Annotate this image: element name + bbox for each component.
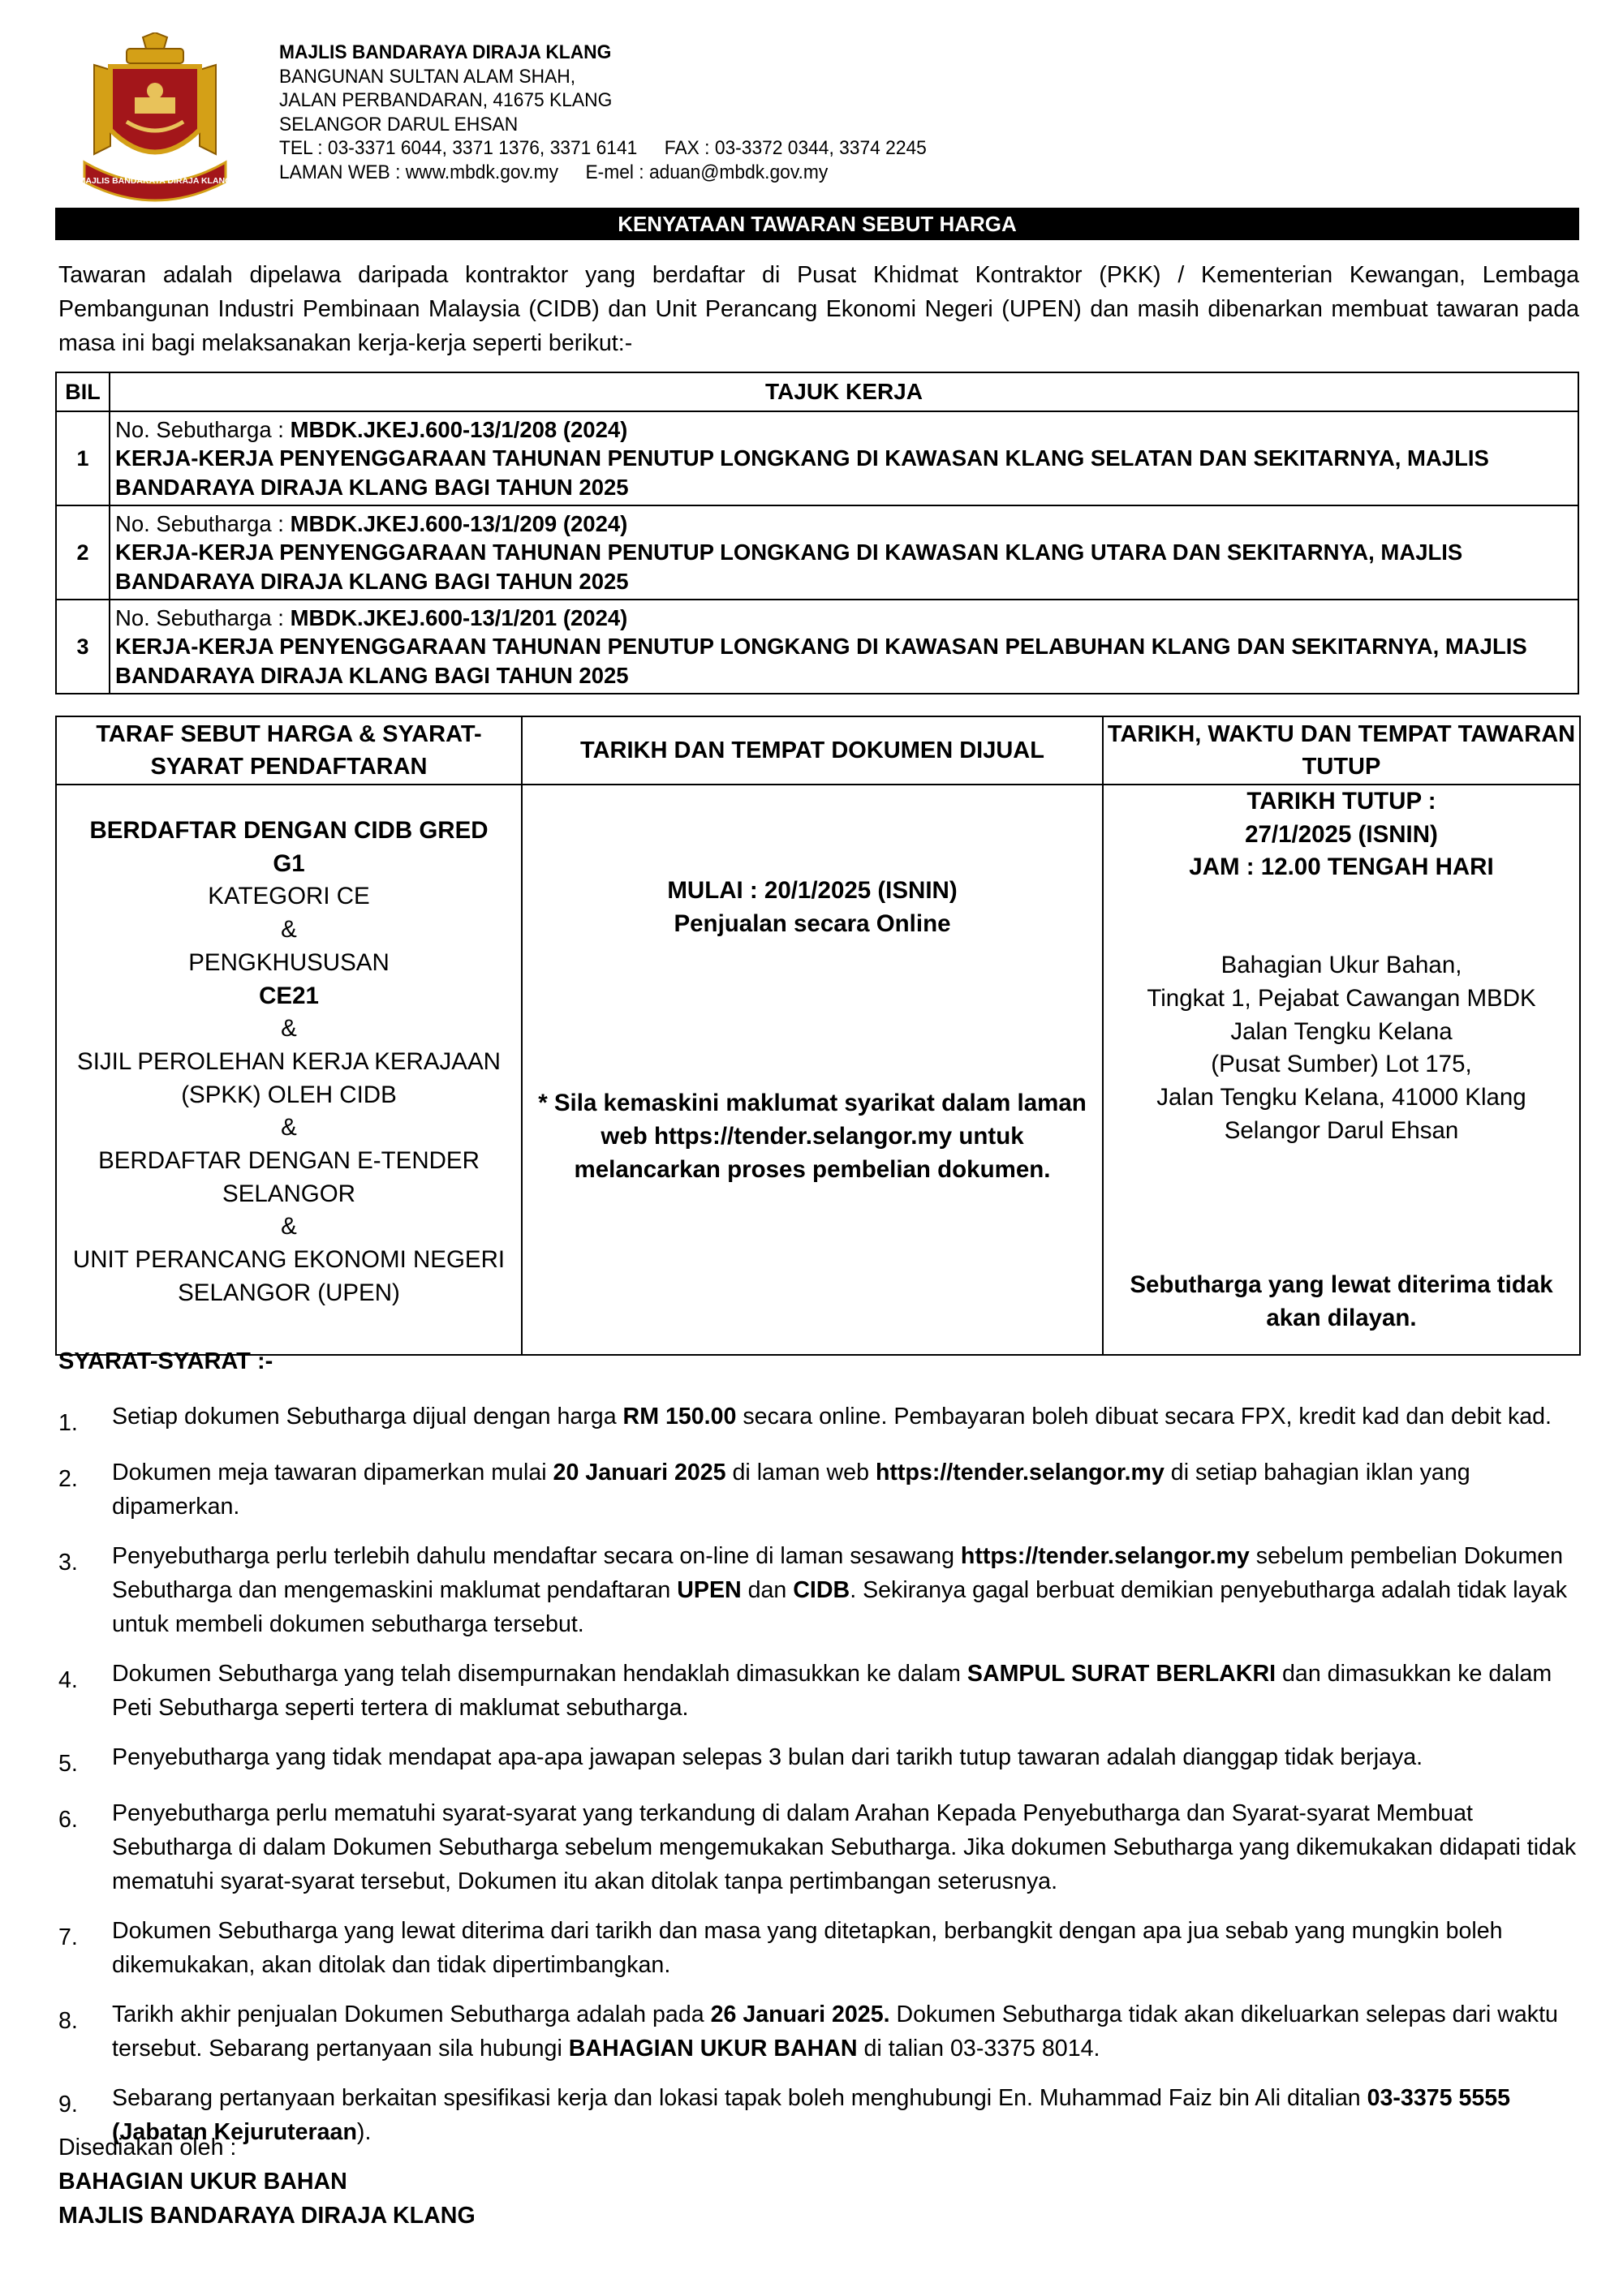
bil-header: BIL <box>56 372 110 411</box>
closing-address-line: Jalan Tengku Kelana <box>1230 1017 1453 1045</box>
closing-header: TARIKH, WAKTU DAN TEMPAT TAWARAN TUTUP <box>1103 716 1580 785</box>
ampersand: & <box>281 1114 297 1142</box>
fax: FAX : 03-3372 0344, 3374 2245 <box>664 137 927 160</box>
address-line-3: SELANGOR DARUL EHSAN <box>279 113 519 135</box>
condition-item <box>58 1740 1579 1781</box>
condition-text-run: di talian 03-3375 8014. <box>857 2036 1100 2062</box>
sale-header: TARIKH DAN TEMPAT DOKUMEN DIJUAL <box>522 716 1103 785</box>
mbdk-crest-icon <box>78 32 232 203</box>
tel: TEL : 03-3371 6044, 3371 1376, 3371 6141 <box>279 137 638 160</box>
condition-text-run: Penyebutharga perlu mematuhi syarat-syarat yang terkandung di dalam Arahan Kepada Penyebutharga dan Syarat-syarat Membuat Sebutharga di dalam Dokumen Sebutharga sebelum mengemukakan Sebutharga. Jika dokumen Sebutharga yang dikemukakan didapati tidak mematuhi syarat-syarat tersebut, Dokumen itu akan ditolak tanpa pertimbangan seterusnya. <box>112 1800 1577 1894</box>
row-number: 2 <box>56 505 110 600</box>
condition-text-run: Tarikh akhir penjualan Dokumen Sebutharga adalah pada <box>112 2001 711 2027</box>
condition-text-run: dan dimasukkan ke dalam Peti Sebutharga seperti tertera di maklumat sebutharga. <box>112 1661 1552 1721</box>
condition-text-bold: https://tender.selangor.my <box>960 1543 1250 1569</box>
website-link[interactable]: LAMAN WEB : www.mbdk.gov.my <box>279 161 558 183</box>
job-title: KERJA-KERJA PENYENGGARAAN TAHUNAN PENUTUP LONGKANG DI KAWASAN KLANG SELATAN DAN SEKITARNYA, MAJLIS BANDARAYA DIRAJA KLANG BAGI TAHUN 2025 <box>115 445 1489 500</box>
reg-etender: BERDAFTAR DENGAN E-TENDER <box>98 1147 480 1175</box>
ref-number: MBDK.JKEJ.600-13/1/201 (2024) <box>290 604 628 630</box>
condition-number: 4. <box>58 1667 78 1693</box>
condition-number: 3. <box>58 1550 78 1576</box>
reg-etender-state: SELANGOR <box>222 1180 355 1207</box>
condition-text <box>112 1796 1579 1898</box>
ampersand: & <box>281 1213 297 1240</box>
condition-text-run: . Sekiranya gagal berbuat demikian penyebutharga adalah tidak layak untuk membeli dokumen sebutharga tersebut. <box>112 1577 1568 1637</box>
condition-text-bold: SAMPUL SURAT BERLAKRI <box>966 1661 1276 1687</box>
condition-number: 5. <box>58 1751 78 1777</box>
condition-text-bold: BAHAGIAN UKUR BAHAN <box>568 2036 858 2062</box>
ampersand: & <box>281 1015 297 1043</box>
prepared-by-org: MAJLIS BANDARAYA DIRAJA KLANG <box>58 2203 476 2229</box>
row-number: 3 <box>56 600 110 694</box>
job-cell <box>110 600 1578 694</box>
condition-number: 8. <box>58 2008 78 2034</box>
condition-text-run: Dokumen Sebutharga tidak akan dikeluarkan selepas dari waktu tersebut. Sebarang pertanyaan sila hubungi <box>112 2001 1558 2062</box>
reg-spkk: SIJIL PEROLEHAN KERJA KERAJAAN <box>77 1047 501 1075</box>
condition-text-run: Setiap dokumen Sebutharga dijual dengan harga <box>112 1404 623 1430</box>
sale-start-date: MULAI : 20/1/2025 (ISNIN) <box>667 877 958 904</box>
closing-date-label: TARIKH TUTUP : <box>1246 788 1436 815</box>
notice-title-banner: KENYATAAN TAWARAN SEBUT HARGA <box>55 208 1579 240</box>
intro-paragraph: Tawaran adalah dipelawa daripada kontraktor yang berdaftar di Pusat Khidmat Kontraktor (PKK) / Kementerian Kewangan, Lembaga Pembangunan Industri Pembinaan Malaysia (CIDB) dan Unit Perancang Ekonomi Negeri (UPEN) dan masih dibenarkan membuat tawaran pada masa ini bagi melaksanakan kerja-kerja seperti berikut:- <box>58 262 1579 356</box>
reg-cidb-grade: BERDAFTAR DENGAN CIDB GRED <box>89 817 489 844</box>
condition-text-run: sebelum pembelian Dokumen Sebutharga dan mengemaskini maklumat pendaftaran <box>112 1543 1564 1603</box>
contact-line <box>279 136 927 161</box>
ref-number: MBDK.JKEJ.600-13/1/208 (2024) <box>290 416 628 442</box>
ampersand: & <box>281 916 297 944</box>
condition-text-run: Dokumen meja tawaran dipamerkan mulai <box>112 1460 553 1486</box>
email-link[interactable]: E-mel : aduan@mbdk.gov.my <box>585 161 829 183</box>
condition-text-run: di setiap bahagian iklan yang dipamerkan. <box>112 1460 1470 1520</box>
job-title: KERJA-KERJA PENYENGGARAAN TAHUNAN PENUTUP LONGKANG DI KAWASAN PELABUHAN KLANG DAN SEKITARNYA, MAJLIS BANDARAYA DIRAJA KLANG BAGI TAHUN 2025 <box>115 634 1527 688</box>
condition-text-bold: 03-3375 5555 (Jabatan Kejuruteraan <box>112 2085 1511 2145</box>
closing-address-line: Selangor Darul Ehsan <box>1224 1116 1459 1144</box>
condition-item <box>58 1657 1579 1725</box>
condition-text <box>112 1997 1579 2066</box>
condition-item <box>58 1914 1579 1982</box>
reg-specialisation-code: CE21 <box>259 982 319 1009</box>
reg-specialisation: PENGKHUSUSAN <box>188 948 390 976</box>
conditions-list <box>58 1400 1579 2165</box>
org-name: MAJLIS BANDARAYA DIRAJA KLANG <box>279 41 612 63</box>
condition-text <box>112 1539 1579 1641</box>
condition-text-bold: https://tender.selangor.my <box>875 1460 1165 1486</box>
condition-number: 1. <box>58 1410 78 1436</box>
info-table-row <box>56 785 1580 1355</box>
reg-upen: UNIT PERANCANG EKONOMI NEGERI <box>72 1246 506 1274</box>
late-submission-note: Sebutharga yang lewat diterima tidak akan dilayan. <box>1130 1271 1553 1332</box>
condition-item <box>58 1539 1579 1641</box>
sale-cell <box>522 785 1103 1355</box>
condition-item <box>58 1796 1579 1898</box>
condition-text-bold: UPEN <box>677 1577 742 1603</box>
condition-text-run: secara online. Pembayaran boleh dibuat secara FPX, kredit kad dan debit kad. <box>736 1404 1552 1430</box>
info-table-header <box>56 716 1580 785</box>
reg-grade-value: G1 <box>273 849 305 877</box>
closing-address-line: (Pusat Sumber) Lot 175, <box>1211 1051 1472 1078</box>
ref-prefix: No. Sebutharga : <box>115 604 291 630</box>
condition-text <box>112 1400 1579 1440</box>
condition-text-run: Sebarang pertanyaan berkaitan spesifikasi kerja dan lokasi tapak boleh menghubungi En. Muhammad Faiz bin Ali ditalian <box>112 2085 1367 2111</box>
table-row <box>56 505 1578 600</box>
condition-text-run: dan <box>741 1577 794 1603</box>
prepared-by-label: Disediakan oleh : <box>58 2135 237 2161</box>
condition-text-bold: RM 150.00 <box>622 1404 737 1430</box>
ref-prefix: No. Sebutharga : <box>115 510 291 536</box>
ref-number: MBDK.JKEJ.600-13/1/209 (2024) <box>290 510 628 536</box>
condition-item <box>58 1400 1579 1440</box>
closing-address-line: Jalan Tengku Kelana, 41000 Klang <box>1156 1083 1526 1111</box>
reg-upen-state: SELANGOR (UPEN) <box>178 1279 400 1306</box>
condition-item <box>58 1455 1579 1524</box>
job-title-header: TAJUK KERJA <box>110 372 1578 411</box>
closing-date: 27/1/2025 (ISNIN) <box>1245 820 1438 848</box>
condition-text-bold: 26 Januari 2025. <box>710 2001 890 2027</box>
condition-text-run: Penyebutharga perlu terlebih dahulu mendaftar secara on-line di laman sesawang <box>112 1543 961 1569</box>
prepared-by <box>58 2130 476 2233</box>
closing-address-line: Bahagian Ukur Bahan, <box>1220 952 1462 979</box>
condition-text <box>112 1657 1579 1725</box>
registration-cell <box>56 785 522 1355</box>
sale-note: * Sila kemaskini maklumat syarikat dalam laman web https://tender.selangor.my untuk melancarkan proses pembelian dokumen. <box>538 1090 1087 1183</box>
sale-mode: Penjualan secara Online <box>674 909 951 937</box>
letterhead <box>279 41 927 185</box>
condition-number: 6. <box>58 1807 78 1833</box>
reg-category: KATEGORI CE <box>208 883 370 910</box>
address-line-2: JALAN PERBANDARAN, 41675 KLANG <box>279 89 613 112</box>
crest-ribbon-text: MAJLIS BANDARAYA DIRAJA KLANG <box>78 176 232 186</box>
job-cell <box>110 411 1578 505</box>
web-line <box>279 161 927 185</box>
tender-info-table <box>55 716 1581 1356</box>
condition-text <box>112 1740 1579 1781</box>
condition-text-run: ). <box>356 2119 372 2145</box>
registration-header: TARAF SEBUT HARGA & SYARAT-SYARAT PENDAFTARAN <box>56 716 522 785</box>
condition-number: 7. <box>58 1924 78 1950</box>
condition-text-run: Penyebutharga yang tidak mendapat apa-apa jawapan selepas 3 bulan dari tarikh tutup tawaran adalah dianggap tidak berjaya. <box>112 1744 1423 1770</box>
jobs-table-header <box>56 372 1578 411</box>
condition-text-run: Dokumen Sebutharga yang telah disempurnakan hendaklah dimasukkan ke dalam <box>112 1661 967 1687</box>
condition-number: 2. <box>58 1466 78 1492</box>
closing-address-line: Tingkat 1, Pejabat Cawangan MBDK <box>1147 984 1536 1012</box>
job-title: KERJA-KERJA PENYENGGARAAN TAHUNAN PENUTUP LONGKANG DI KAWASAN KLANG UTARA DAN SEKITARNYA, MAJLIS BANDARAYA DIRAJA KLANG BAGI TAHUN 2025 <box>115 540 1463 594</box>
condition-number: 9. <box>58 2092 78 2118</box>
closing-cell <box>1103 785 1580 1355</box>
address-line-1: BANGUNAN SULTAN ALAM SHAH, <box>279 65 576 88</box>
prepared-by-dept: BAHAGIAN UKUR BAHAN <box>58 2169 347 2195</box>
ref-prefix: No. Sebutharga : <box>115 416 291 442</box>
job-cell <box>110 505 1578 600</box>
row-number: 1 <box>56 411 110 505</box>
condition-text-run: Dokumen Sebutharga yang lewat diterima dari tarikh dan masa yang ditetapkan, berbangkit dengan apa jua sebab yang mungkin boleh dikemukakan, akan ditolak dan tidak dipertimbangkan. <box>112 1918 1503 1978</box>
conditions-title: SYARAT-SYARAT :- <box>58 1348 273 1374</box>
table-row <box>56 600 1578 694</box>
condition-text <box>112 1914 1579 1982</box>
condition-item <box>58 1997 1579 2066</box>
closing-time: JAM : 12.00 TENGAH HARI <box>1189 853 1494 881</box>
condition-text-run: di laman web <box>725 1460 876 1486</box>
condition-text <box>112 1455 1579 1524</box>
condition-text-bold: 20 Januari 2025 <box>553 1460 726 1486</box>
reg-spkk-cidb: (SPKK) OLEH CIDB <box>181 1081 397 1108</box>
condition-text-bold: CIDB <box>793 1577 850 1603</box>
jobs-table <box>55 372 1579 694</box>
table-row <box>56 411 1578 505</box>
